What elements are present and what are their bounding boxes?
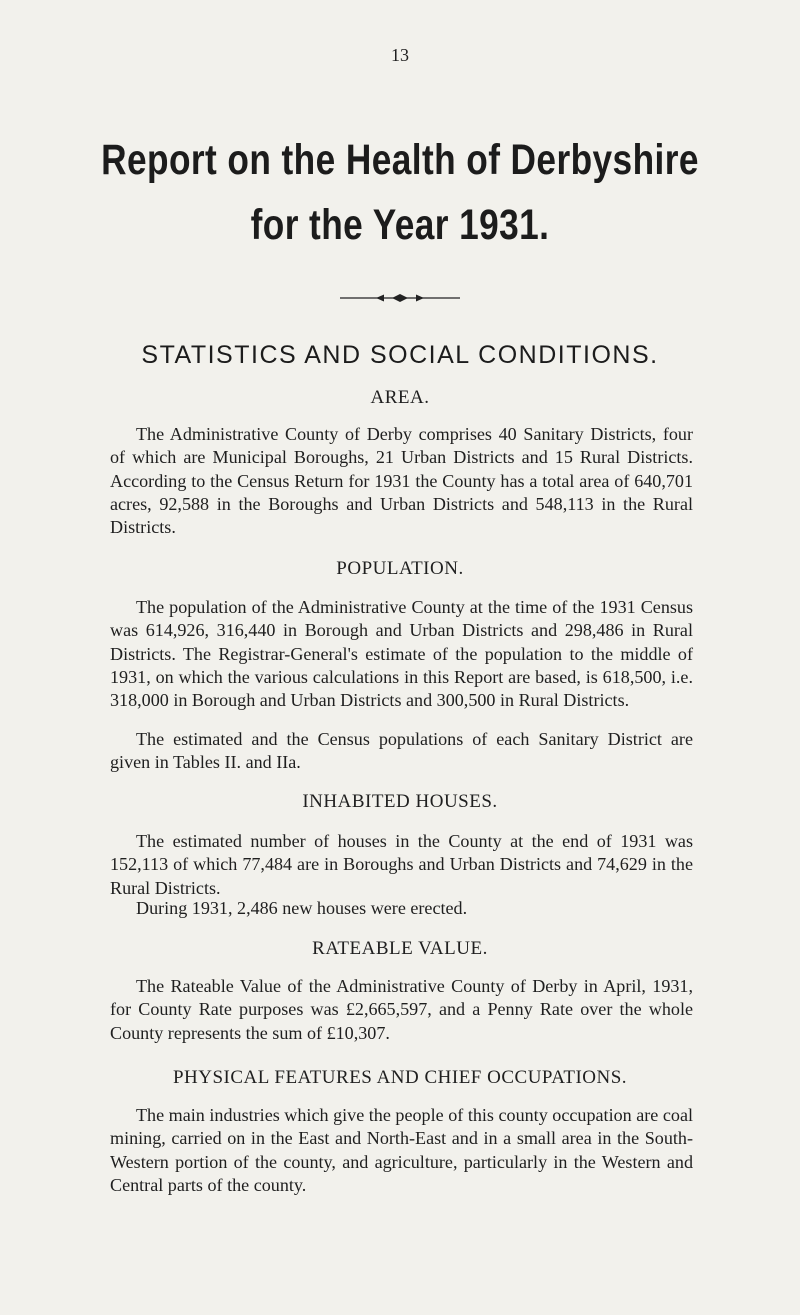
area-paragraph: The Administrative County of Derby comprises 40 Sanitary Districts, four of which are Municipal Boroughs, 21 Urban Districts and 15 Rural Districts. According to the Census Return for 1931 the County has a total area of 640,701 acres, 92,588 in the Boroughs and Urban Districts and 548,113 in the Rural Districts. xyxy=(110,424,693,538)
houses-paragraph-1: The estimated number of houses in the County at the end of 1931 was 152,113 of which 77,484 are in Boroughs and Urban Districts and 74,629 in the Rural Districts. xyxy=(110,831,693,898)
section-heading-physical-features: PHYSICAL FEATURES AND CHIEF OCCUPATIONS. xyxy=(172,1067,628,1088)
section-heading-rateable-value: RATEABLE VALUE. xyxy=(312,938,488,959)
report-title-line-1: Report on the Health of Derbyshire xyxy=(101,136,699,184)
report-title-line-2: for the Year 1931. xyxy=(250,201,550,249)
ornament-divider-icon xyxy=(340,293,460,303)
population-paragraph-2: The estimated and the Census populations of each Sanitary District are given in Tables II. and IIa. xyxy=(110,729,693,773)
houses-paragraph-2: During 1931, 2,486 new houses were erected. xyxy=(136,898,468,918)
section-heading-population: POPULATION. xyxy=(336,558,464,579)
section-heading-area: AREA. xyxy=(370,387,430,408)
section-heading-houses: INHABITED HOUSES. xyxy=(302,791,498,812)
population-paragraph-1: The population of the Administrative County at the time of the 1931 Census was 614,926, 316,440 in Borough and Urban Districts and 298,486 in Rural Districts. The Registrar-General's estimate of the population to the middle of 1931, on which the various calculations in this Report are based, is 618,500, i.e. 318,000 in Borough and Urban Districts and 300,500 in Rural Districts. xyxy=(110,597,693,711)
page-number: 13 xyxy=(391,45,409,65)
main-heading: STATISTICS AND SOCIAL CONDITIONS. xyxy=(141,341,659,369)
physical-features-paragraph: The main industries which give the people of this county occupation are coal mining, carried on in the East and North-East and in a small area in the South-Western portion of the county, and agriculture, particularly in the Western and Central parts of the county. xyxy=(110,1105,693,1195)
rateable-value-paragraph: The Rateable Value of the Administrative County of Derby in April, 1931, for County Rate purposes was £2,665,597, and a Penny Rate over the whole County represents the sum of £10,307. xyxy=(110,976,693,1043)
